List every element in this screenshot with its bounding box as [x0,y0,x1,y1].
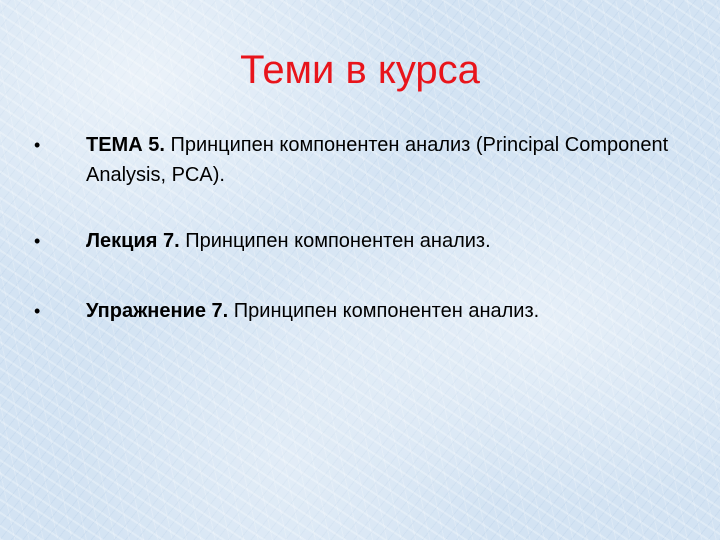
list-item-label: Лекция 7. [86,230,180,252]
list-item-body: Принципен компонентен анализ (Principal Component Analysis, PCA). [86,134,669,186]
list-item-text [86,296,686,326]
list-item-text [86,226,686,256]
list-item-text [86,130,686,190]
list-item-label: ТЕМА 5. [86,134,165,156]
list-item-body: Принципен компонентен анализ. [179,230,491,252]
bullet-icon: • [34,301,41,321]
bullet-icon: • [34,135,41,155]
list-item-body: Принципен компонентен анализ. [228,300,540,322]
bullet-icon: • [34,231,41,251]
slide-title: Теми в курса [240,48,480,92]
list-item-label: Упражнение 7. [86,300,229,322]
